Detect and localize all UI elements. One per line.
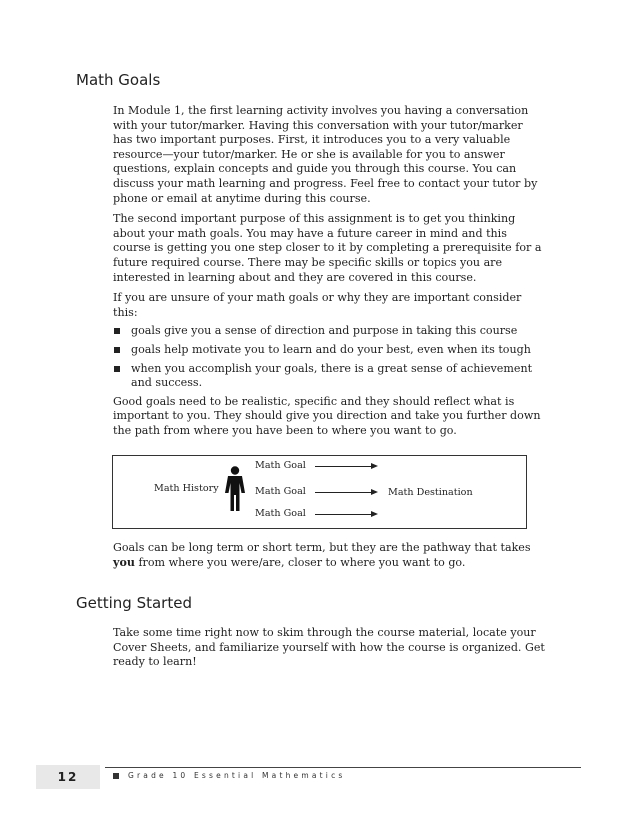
bullet-square-icon bbox=[114, 347, 120, 353]
math-goal-label-middle: Math Goal bbox=[255, 486, 306, 497]
arrow-right-icon bbox=[315, 466, 372, 467]
section-heading-math-goals: Math Goals bbox=[76, 71, 161, 89]
arrow-right-icon bbox=[315, 514, 372, 515]
footer-book-title: Grade 10 Essential Mathematics bbox=[128, 771, 346, 780]
footer-square-icon bbox=[113, 773, 119, 779]
bullet-square-icon bbox=[114, 366, 120, 372]
math-goal-label-bottom: Math Goal bbox=[255, 508, 306, 519]
footer-divider bbox=[105, 767, 581, 768]
paragraph-consider-this: If you are unsure of your math goals or why they are important consider this: bbox=[113, 291, 522, 319]
emphasis-you: you bbox=[113, 555, 135, 569]
list-item: goals help motivate you to learn and do your best, even when its tough bbox=[113, 343, 545, 358]
math-goals-body bbox=[113, 104, 545, 438]
arrow-right-icon bbox=[315, 492, 372, 493]
math-history-label: Math History bbox=[154, 483, 219, 494]
person-icon bbox=[223, 466, 247, 512]
goals-bullet-list bbox=[113, 324, 545, 390]
list-item: goals give you a sense of direction and purpose in taking this course bbox=[113, 324, 545, 339]
math-destination-label: Math Destination bbox=[388, 487, 473, 498]
bullet-square-icon bbox=[114, 328, 120, 334]
paragraph-tutor-conversation: In Module 1, the first learning activity involves you having a conversation with your tutor/marker. Having this conversation with your tutor/marker has two important purposes. First, it introduces you to a very valuable resource—your tutor/marker. He or she is available for you to answer questions, explain concepts and guide you through this course. You can discuss your math learning and progress. Feel free to contact your tutor by phone or email at anytime during this course. bbox=[113, 104, 538, 205]
paragraph-getting-started: Take some time right now to skim through the course material, locate your Cover Sheets, and familiarize yourself with how the course is organized. Get ready to learn! bbox=[113, 626, 545, 669]
paragraph-second-purpose: The second important purpose of this assignment is to get you thinking about your math goals. You may have a future career in mind and this course is getting you one step closer to it by completing a prerequisite for a future required course. There may be specific skills or topics you are interested in learning about and they are covered in this course. bbox=[113, 212, 542, 284]
closing-paragraph: Goals can be long term or short term, but they are the pathway that takes you from where you were/are, closer to where you want to go. bbox=[113, 541, 531, 569]
math-goal-label-top: Math Goal bbox=[255, 460, 306, 471]
math-goals-diagram bbox=[112, 455, 527, 529]
list-item: when you accomplish your goals, there is a great sense of achievement and success. bbox=[113, 362, 545, 391]
getting-started-body bbox=[113, 626, 545, 670]
section-heading-getting-started: Getting Started bbox=[76, 594, 192, 612]
page-number: 12 bbox=[36, 765, 100, 789]
paragraph-good-goals: Good goals need to be realistic, specific and they should reflect what is important to you. They should give you direction and take you further down the path from where you have been to where you want to go. bbox=[113, 394, 541, 437]
